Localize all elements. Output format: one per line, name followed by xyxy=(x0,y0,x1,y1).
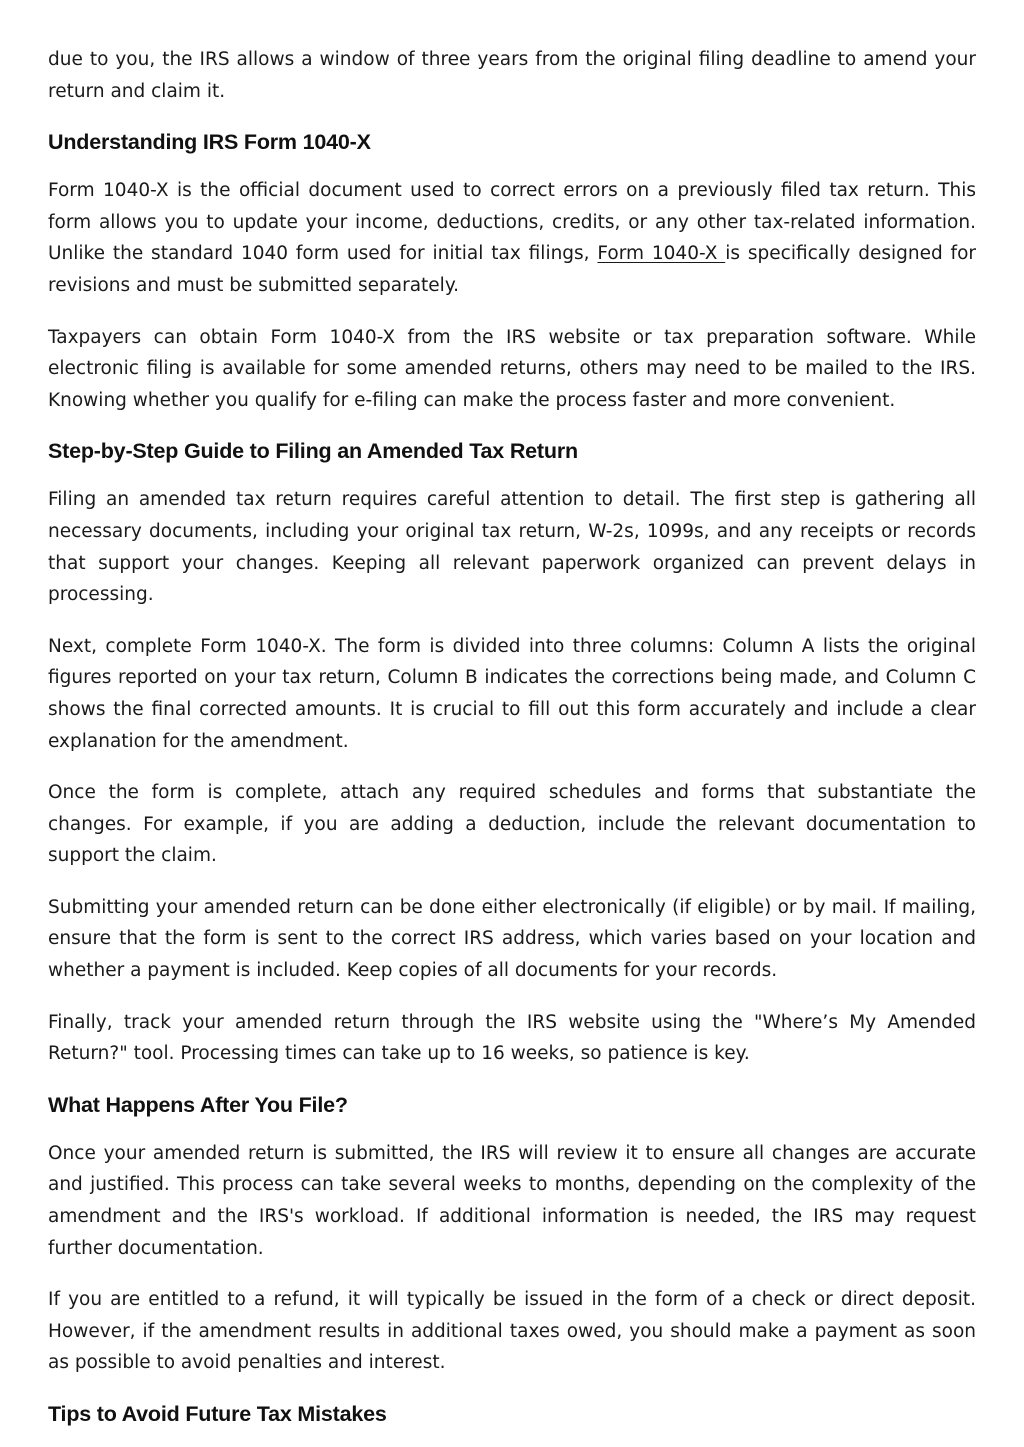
heading-after-file: What Happens After You File? xyxy=(48,1092,348,1117)
steps-paragraph-3: Once the form is complete, attach any required schedules and forms that substantiate the changes. For example, if you are adding a deduction, include the relevant documentation to support the claim. xyxy=(48,782,976,867)
steps-paragraph-4: Submitting your amended return can be done either electronically (if eligible) or by mail. If mailing, ensure that the form is sent to the correct IRS address, which varies based on your location and whether a payment is included. Keep copies of all documents for your records. xyxy=(48,896,976,982)
form-1040x-link[interactable]: Form 1040-X xyxy=(597,243,726,265)
steps-paragraph-1: Filing an amended tax return requires careful attention to detail. The first step is gathering all necessary documents, including your original tax return, W-2s, 1099s, and any receipts or records that support your changes. Keeping all relevant paperwork organized can prevent delays in processing. xyxy=(48,489,976,606)
heading-tips: Tips to Avoid Future Tax Mistakes xyxy=(48,1402,387,1426)
form-paragraph-1 xyxy=(48,175,976,301)
intro-paragraph: due to you, the IRS allows a window of three years from the original filing deadline to amend your return and claim it. xyxy=(48,49,976,102)
heading-understanding-form: Understanding IRS Form 1040-X xyxy=(48,130,371,155)
steps-paragraph-2: Next, complete Form 1040-X. The form is divided into three columns: Column A lists the original figures reported on your tax return, Column B indicates the corrections being made, and Column C shows the final corrected amounts. It is crucial to fill out this form accurately and include a clear explanation for the amendment. xyxy=(48,635,976,752)
document-page xyxy=(48,44,976,1447)
form-paragraph-1-start: Form 1040-X is the official document used to correct errors on a previously filed tax return. This form allows you to update your income, deductions, credits, or any other tax-related information. Unlike the standard 1040 form used for initial tax filings, xyxy=(48,180,976,265)
heading-step-by-step: Step-by-Step Guide to Filing an Amended Tax Return xyxy=(48,439,578,464)
form-paragraph-1-end: is specifically designed for revisions and must be submitted separately. xyxy=(48,243,976,296)
steps-paragraph-5: Finally, track your amended return through the IRS website using the "Where’s My Amended Return?" tool. Processing times can take up to 16 weeks, so patience is key. xyxy=(48,1011,976,1065)
form-paragraph-2: Taxpayers can obtain Form 1040-X from the IRS website or tax preparation software. While electronic filing is available for some amended returns, others may need to be mailed to the IRS. Knowing whether you qualify for e-filing can make the process faster and more convenient. xyxy=(48,326,976,411)
after-paragraph-2: If you are entitled to a refund, it will typically be issued in the form of a check or direct deposit. However, if the amendment results in additional taxes owed, you should make a payment as soon as possible to avoid penalties and interest. xyxy=(48,1289,976,1374)
after-paragraph-1: Once your amended return is submitted, the IRS will review it to ensure all changes are accurate and justified. This process can take several weeks to months, depending on the complexity of the amendment and the IRS's workload. If additional information is needed, the IRS may request further documentation. xyxy=(48,1142,976,1259)
